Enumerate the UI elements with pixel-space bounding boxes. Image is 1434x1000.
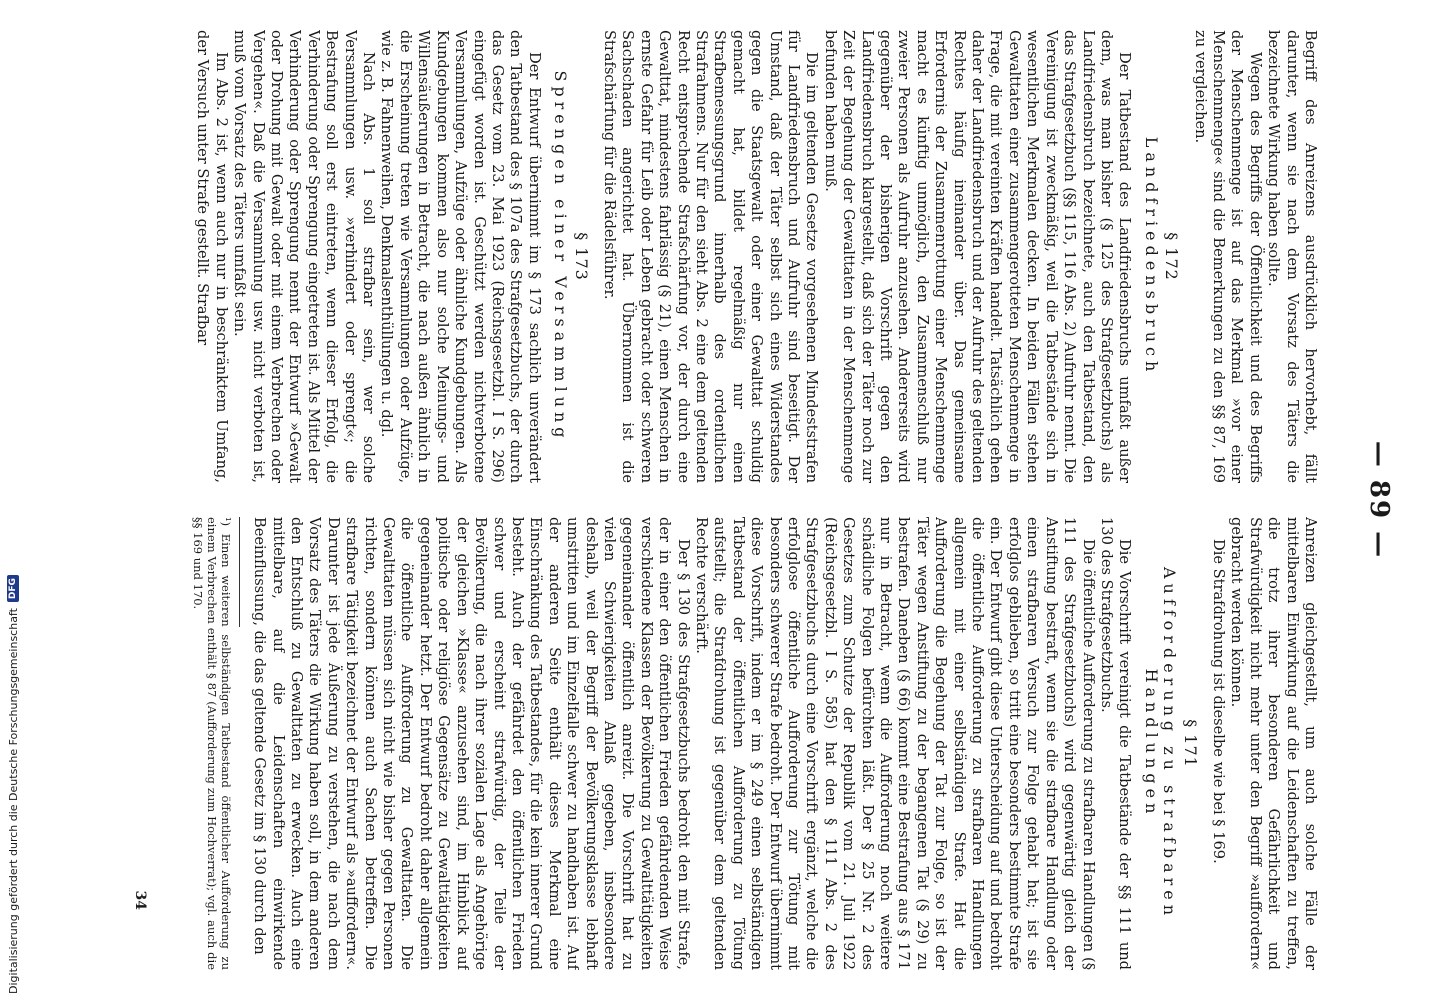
- dfg-logo-icon: DFG: [7, 575, 19, 602]
- paragraph: Nach Abs. 1 soll strafbar sein, wer solche Versammlungen usw. »verhindert oder sprengt«; die Bestrafung soll erst eintreten, wenn dieser Erfolg, die Verhinderung oder Sprengung eingetreten ist. Als Mittel der Verhinderung oder Sprengung nennt der Entwurf »Gewalt oder Drohung mit Gewalt oder mit einem Verbrechen oder Vergehen«. Daß die Versammlung usw. nicht verboten ist, muß vom Vorsatz des Täters umfaßt sein.: [231, 30, 378, 483]
- paragraph: Die öffentliche Aufforderung zu strafbaren Handlungen (§ 111 des Strafgesetzbuchs) wird gegenwärtig gleich der Anstiftung bestraft, wenn sie die strafbare Handlung oder einen strafbaren Versuch zur Folge gehabt hat; ist sie erfolglos geblieben, so tritt eine besonders bestimmte Strafe ein. Der Entwurf gibt diese Unterscheidung auf und bedroht die öffentliche Aufforderung zu strafbaren Handlungen allgemein mit einer selbständigen Strafe. Hat die Aufforderung die Begehung der Tat zur Folge, so ist der Täter wegen Anstiftung zu der begangenen Tat (§ 29) zu bestrafen. Daneben (§ 66) kommt eine Bestrafung aus § 171 nur in Betracht, wenn die Aufforderung noch weitere schädliche Folgen befürchten läßt. Der § 25 Nr. 2 des Gesetzes zum Schutze der Republik vom 21. Juli 1922 (Reichsgesetzbl. I S. 585) hat den § 111 Abs. 2 des Strafgesetzbuchs durch eine Vorschrift ergänzt, welche die erfolglose öffentliche Aufforderung zur Tötung mit besonders schwerer Strafe bedroht. Der Entwurf übernimmt diese Vorschrift, indem er im § 249 einen selbständigen Tatbestand der öffentlichen Aufforderung zu Tötung aufstellt; die Strafdrohung ist gegenüber dem geltenden Rechte verschärft.: [693, 517, 1097, 970]
- paragraph: Der Tatbestand des Landfriedensbruchs umfaßt außer dem, was man bisher (§ 125 des Strafgesetzbuchs) als Landfriedensbruch bezeichnete, auch den Tatbestand, den das Strafgesetzbuch (§§ 115, 116 Abs. 2) Aufruhr nennt. Die Vereinigung ist zweckmäßig, weil die Tatbestände sich in wesentlichen Merkmalen decken. In beiden Fällen stehen Gewalttaten einer zusammengerotteten Menschenmenge in Frage, die mit vereinten Kräften handelt. Tatsächlich gehen daher der Landfriedensbruch und der Aufruhr des geltenden Rechtes häufig ineinander über. Das gemeinsame Erfordernis der Zusammenrottung einer Menschenmenge macht es künftig unmöglich, den Zusammenschluß nur zweier Personen als Aufruhr anzusehen. Andererseits wird gegenüber der bisherigen Vorschrift gegen den Landfriedensbruch klargestellt, daß sich der Täter noch zur Zeit der Begehung der Gewalttaten in der Menschenmenge befunden haben muß.: [821, 30, 1134, 483]
- left-column: [160, 30, 1319, 483]
- paragraph: Die im geltenden Gesetze vorgesehenen Mindeststrafen für Landfriedensbruch und Aufruhr sind beseitigt. Der Umstand, daß der Täter selbst sich eines Widerstandes gegen die Staatsgewalt oder einer Gewalttat schuldig gemacht hat, bildet regelmäßig nur einen Strafbemessungsgrund innerhalb des ordentlichen Strafrahmens. Nur für den sieht Abs. 2 eine dem geltenden Recht entsprechende Strafschärfung vor, der durch eine Gewalttat, mindestens fahrlässig (§ 21), einen Menschen in ernste Gefahr für Leib oder Leben gebracht oder schweren Sachschaden angerichtet hat. Übernommen ist die Strafschärfung für die Rädelsführer.: [600, 30, 821, 483]
- paragraph: Die Vorschrift vereinigt die Tatbestände der §§ 111 und 130 des Strafgesetzbuchs.: [1097, 517, 1134, 970]
- text-columns: [160, 30, 1319, 970]
- paragraph: Die Strafdrohung ist dieselbe wie bei § 169.: [1209, 539, 1227, 864]
- page-content: [132, 30, 1394, 970]
- section-title: Landfriedensbruch: [1141, 136, 1161, 377]
- page-header: [1344, 30, 1394, 970]
- paragraph: Im Abs. 2 ist, wenn auch nur in beschränktem Umfang, der Versuch unter Strafe gestellt. Strafbar: [194, 30, 230, 483]
- right-column: [160, 517, 1319, 970]
- printer-signature: 34: [132, 890, 148, 910]
- paragraph: Der § 130 des Strafgesetzbuchs bedroht den mit Strafe, der in einer den öffentlichen Frieden gefährdenden Weise verschiedene Klassen der Bevölkerung zu Gewalttätigkeiten gegeneinander öffentlich anreizt. Die Vorschrift hat zu vielen Schwierigkeiten Anlaß gegeben, insbesondere deshalb, weil der Begriff der Bevölkerungsklasse lebhaft umstritten und im Einzelfalle schwer zu handhaben ist. Auf der anderen Seite enthält dieses Merkmal eine Einschränkung des Tatbestandes, für die kein innerer Grund besteht. Auch der gefährdet den öffentlichen Frieden schwer und erscheint strafwürdig, der Teile der Bevölkerung, die nach ihrer sozialen Lage als Angehörige der gleichen »Klasse« anzusehen sind, im Hinblick auf politische oder religiöse Gegensätze zu Gewalttätigkeiten gegeneinander hetzt. Der Entwurf bedroht daher allgemein die öffentliche Aufforderung zu Gewalttaten. Die Gewalttaten müssen sich nicht wie bisher gegen Personen richten, sondern können auch Sachen betreffen. Die strafbare Tätigkeit bezeichnet der Entwurf als »auffordern«. Darunter ist jede Äußerung zu verstehen, die nach dem Vorsatz des Täters die Wirkung haben soll, in dem anderen den Entschluß zu Gewalttaten zu erwecken. Auch eine mittelbare, auf die Leidenschaften einwirkende Beeinflussung, die das geltende Gesetz im § 130 durch den: [251, 517, 692, 970]
- paragraph: Anreizen gleichgestellt, um auch solche Fälle der mittelbaren Einwirkung auf die Leidenschaften zu treffen, die trotz ihrer besonderen Gefährlichkeit und Strafwürdigkeit nicht mehr unter den Begriff »auffordern« gebracht werden können.: [1228, 517, 1319, 970]
- margin-strip: [0, 0, 30, 1000]
- digitization-text: Digitalisierung gefördert durch die Deutsche Forschungsgemeinschaft: [6, 608, 20, 994]
- section-title: Aufforderung zu strafbaren Handlungen: [1141, 566, 1180, 921]
- digitization-note: [2, 4, 24, 994]
- paragraph: Begriff des Anreizens ausdrücklich hervorhebt, fällt darunter, wenn sie nach dem Vorsatz des Täters die bezeichnete Wirkung haben sollte.: [1265, 30, 1319, 483]
- section-number: § 171: [1180, 719, 1200, 768]
- page-number: — 89 —: [1364, 440, 1394, 560]
- section-number: § 173: [571, 232, 591, 281]
- paragraph: Der Entwurf übernimmt im § 173 sachlich unverändert den Tatbestand des § 107a des Strafgesetzbuchs, der durch das Gesetz vom 23. Mai 1923 (Reichsgesetzbl. I S. 296) eingefügt worden ist. Geschützt werden nichtverbotene Versammlungen, Aufzüge oder ähnliche Kundgebungen. Als Kundgebungen kommen also nur solche Meinungs- und Willensäußerungen in Betracht, die nach außen ähnlich in die Erscheinung treten wie Versammlungen oder Aufzüge, wie z. B. Fahnenweihen, Denkmalsenthüllungen u. dgl.: [378, 30, 543, 483]
- section-number: § 172: [1162, 232, 1182, 281]
- section-title: Sprengen einer Versammlung: [551, 70, 571, 443]
- paragraph: Wegen des Begriffs der Öffentlichkeit und des Begriffs der Menschenmenge ist auf das Merkmal »vor einer Menschenmenge« sind die Bemerkungen zu den §§ 87, 169 zu vergleichen.: [1191, 30, 1264, 483]
- footnote: ¹) Einen weiteren selbständigen Tatbestand öffentlicher Aufforderung zu einem Verbrechen enthält § 87 (Aufforderung zum Hochverrat); vgl. auch die §§ 169 und 170.: [190, 517, 233, 970]
- footnote-divider: [239, 517, 240, 627]
